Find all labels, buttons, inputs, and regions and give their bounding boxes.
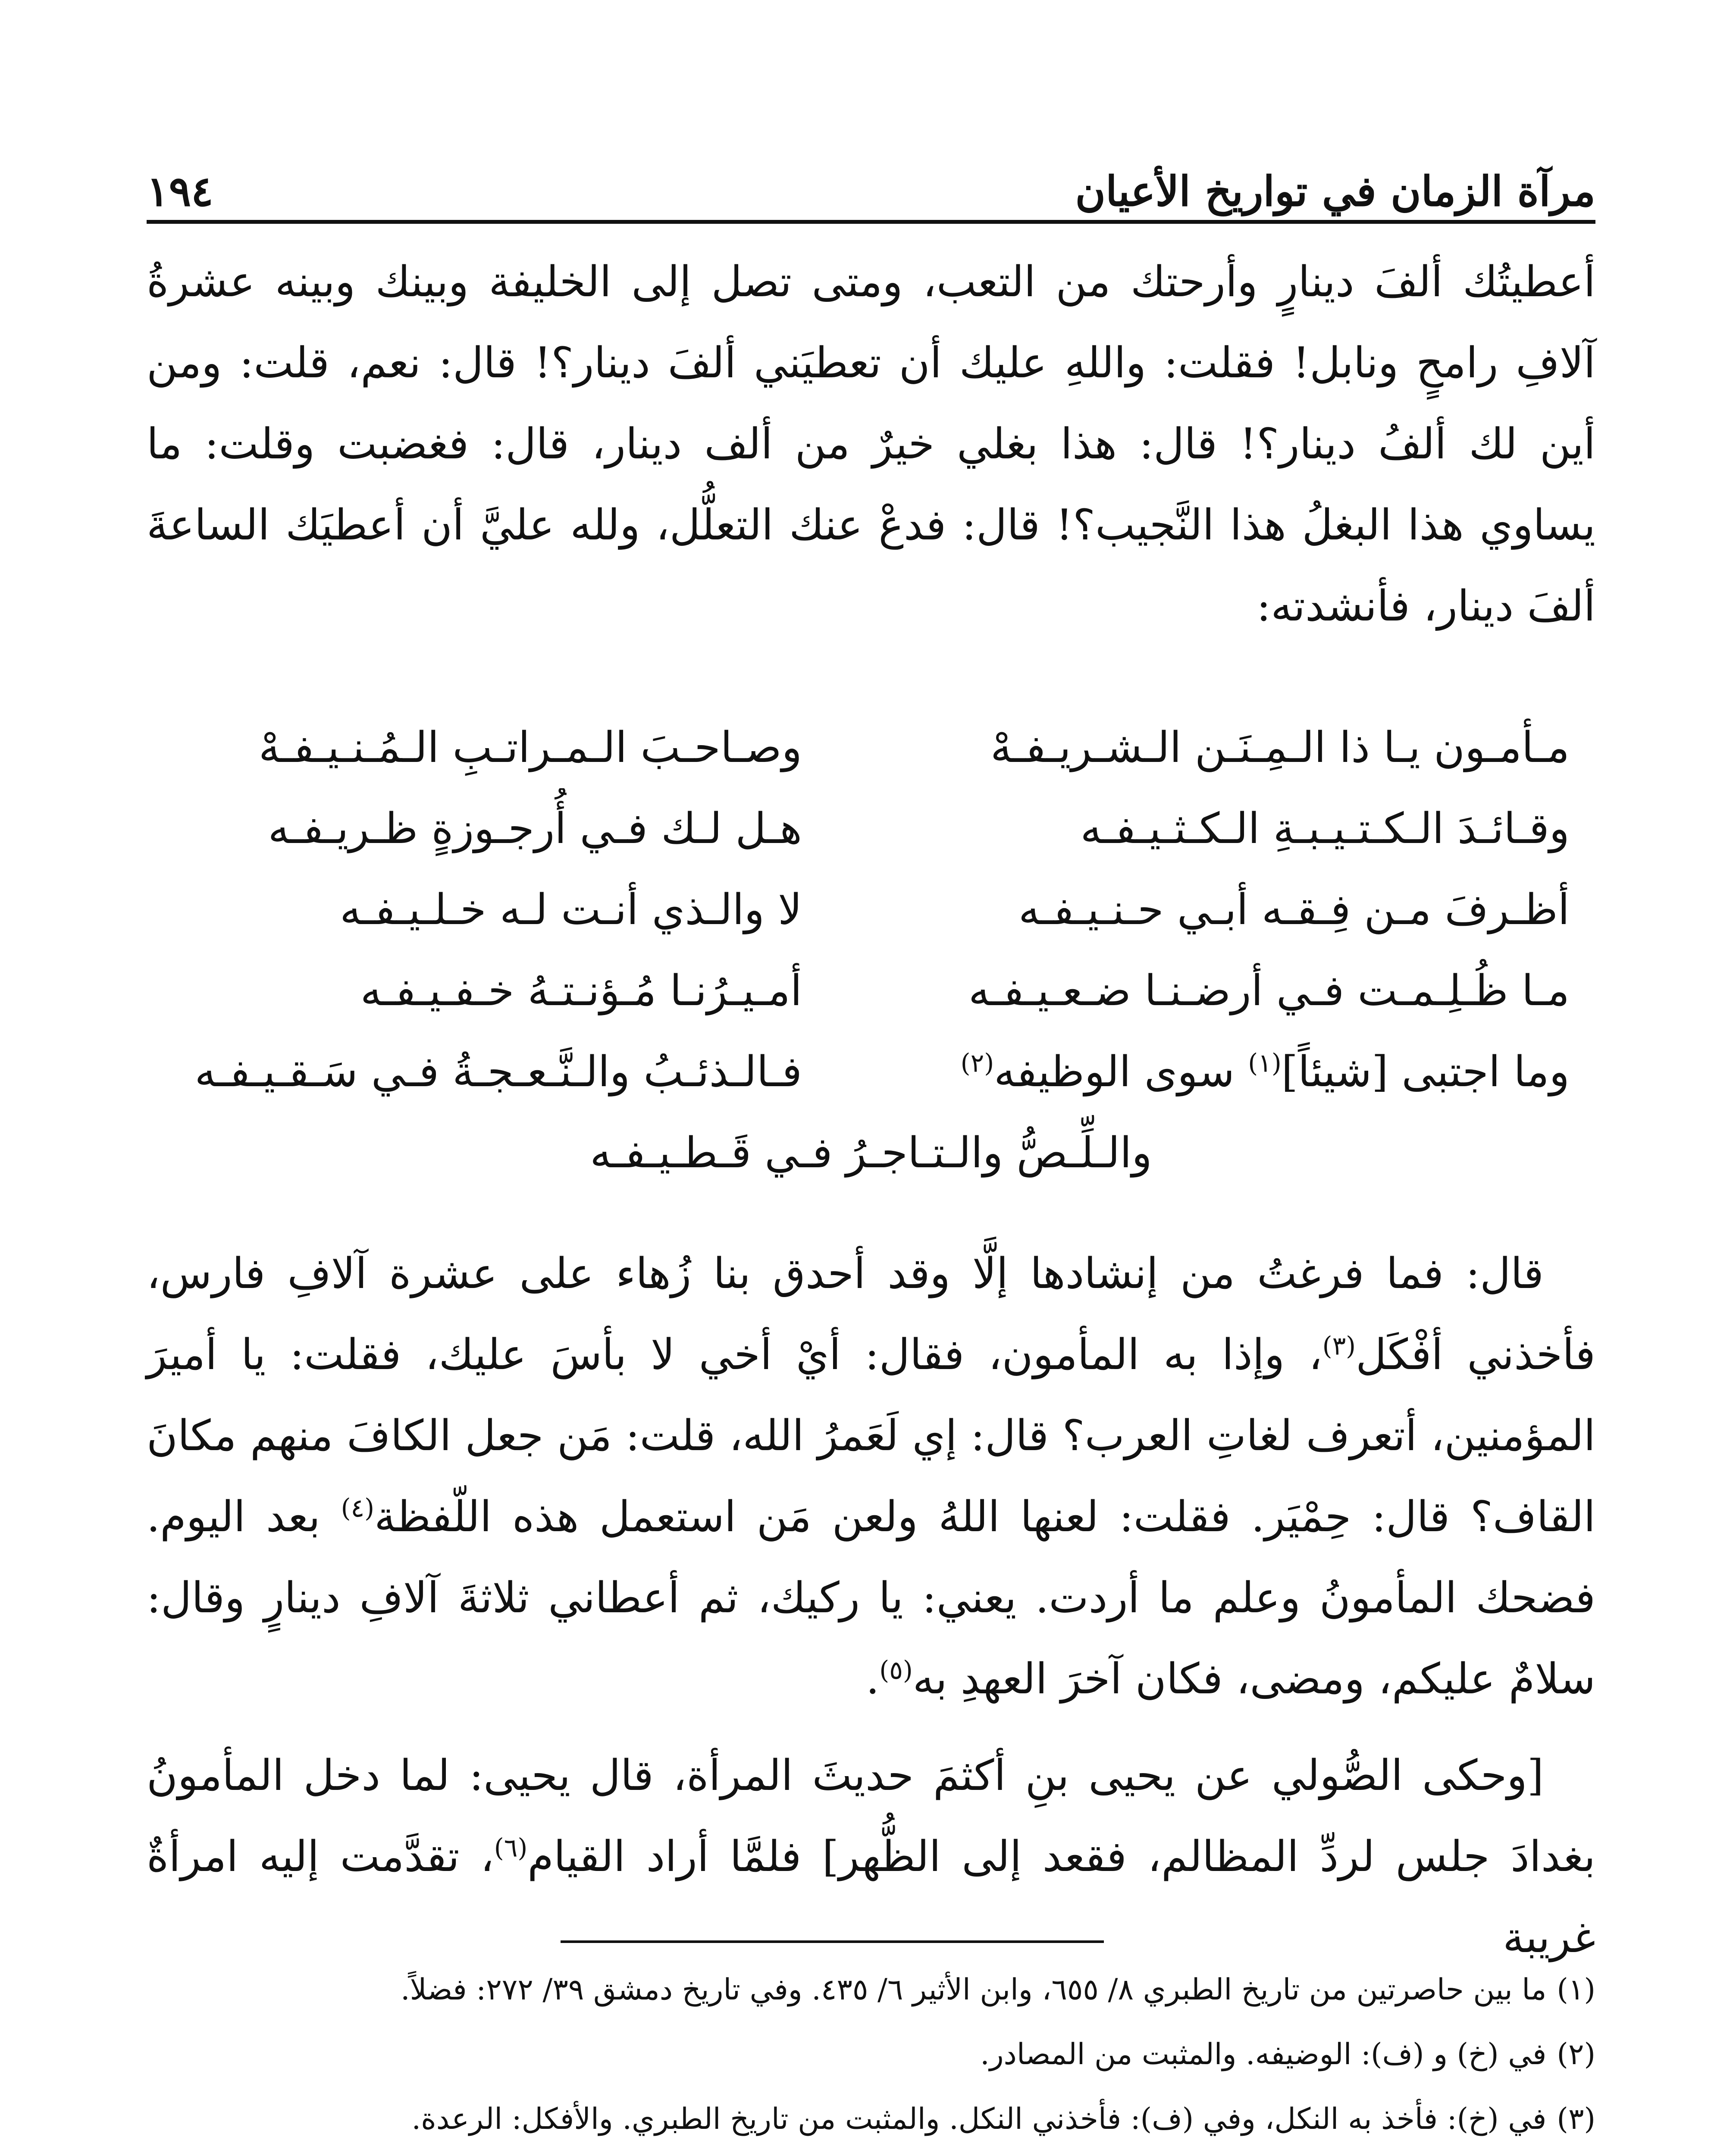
hemistich-first: مـأمـون يـا ذا الـمِـنَـن الـشـريـفـهْ [990, 723, 1570, 772]
paragraph-2 [147, 1233, 1595, 1720]
footnote-ref: (٦) [494, 1833, 528, 1863]
hemistich-first: وقـائـدَ الـكـتـيـبـةِ الـكـثـيـفـه [1080, 804, 1570, 853]
footnote-rule [561, 1940, 1104, 1943]
hemistich-first: مـا ظُـلِـمـت فـي أرضـنـا ضـعـيـفـه [968, 966, 1570, 1015]
text-run: ، تقدَّمت إليه امرأةٌ غريبة [147, 1832, 1595, 1962]
footnote-continuation [129, 2152, 1595, 2156]
footnote [129, 2022, 1595, 2087]
poem-verse [147, 1031, 1595, 1112]
footnote [129, 2087, 1595, 2152]
hemistich-second: أمـيـرُنـا مُـؤنـتـهُ خـفـيـفـه [360, 966, 802, 1015]
footnote-ref: (٢) [960, 1048, 994, 1078]
header-rule [147, 220, 1595, 224]
poem-verse [147, 869, 1595, 950]
poem-last-line: والـلِّـصُّ والـتـاجـرُ فـي قَـطـيـفـه [590, 1128, 1152, 1178]
footnote-ref: (١) [1248, 1048, 1282, 1078]
running-header [147, 129, 1595, 216]
hemistich-second: لا والـذي أنـت لـه خـلـيـفـه [340, 885, 802, 934]
body-text-continued [147, 1233, 1595, 1978]
hemistich-second: هـل لـك فـي أُرجـوزةٍ ظـريـفـه [268, 804, 802, 853]
hemistich-first: أظـرفَ مـن فِـقـه أبـي حـنـيـفـه [1018, 885, 1570, 934]
hemistich-second: فـالـذئـبُ والـنَّـعـجـةُ فـي سَـقـيـفـه [194, 1047, 802, 1097]
footnotes [129, 1958, 1595, 2156]
poem [147, 707, 1595, 1194]
poem-verse [147, 707, 1595, 788]
footnote [129, 1958, 1595, 2022]
text-run: ، وإذا به المأمون، فقال: أيْ أخي لا بأسَ عليك، فقلت: يا أميرَ المؤمنين، أتعرف لغاتِ العرب؟ قال: إي لَعَمرُ الله، قلت: مَن جعل الكافَ منهم مكانَ القاف؟ قال: حِمْيَر. فقلت: لعنها اللهُ ولعن مَن استعمل هذه اللّفظة [147, 1330, 1595, 1542]
hemistich-text: وما اجتبى [شيئاً] [1281, 1047, 1570, 1097]
footnote-number: (١) [1557, 1973, 1595, 2007]
page-number: ١٩٤ [147, 167, 213, 216]
poem-verse [147, 788, 1595, 869]
body-text [147, 241, 1595, 647]
footnote-ref: (٣) [1322, 1331, 1356, 1361]
footnote-ref: (٥) [879, 1655, 913, 1685]
footnote-number: (٣) [1557, 2102, 1595, 2136]
text-run: بعد اليوم. فضحك المأمونُ وعلم ما أردت. يعني: يا ركيك، ثم أعطاني ثلاثةَ آلافِ دينارٍ وقال: سلامٌ عليكم، ومضى، فكان آخرَ العهدِ به [147, 1492, 1595, 1704]
footnote-text: في (خ) و (ف): الوضيفه. والمثبت من المصادر. [980, 2037, 1547, 2071]
hemistich-first [914, 1031, 1595, 1112]
text-run: . [866, 1655, 880, 1704]
running-title: مرآة الزمان في تواريخ الأعيان [1075, 167, 1595, 216]
paragraph-1: أعطيتُك ألفَ دينارٍ وأرحتك من التعب، ومتى تصل إلى الخليفة وبينك وبينه عشرةُ آلافِ رامحٍ ونابل! فقلت: واللهِ عليك أن تعطيَني ألفَ دينار؟! قال: نعم، قلت: ومن أين لك ألفُ دينار؟! قال: هذا بغلي خيرٌ من ألف دينار، قال: فغضبت وقلت: ما يساوي هذا البغلُ هذا النَّجيب؟! قال: فدعْ عنك التعلُّل، ولله عليَّ أن أعطيَك الساعةَ ألفَ دينار، فأنشدته: [147, 257, 1595, 631]
footnote-number: (٢) [1557, 2037, 1595, 2071]
poem-verse [147, 950, 1595, 1031]
hemistich-second: وصـاحـبَ الـمـراتـبِ الـمُـنـيـفـهْ [258, 723, 802, 772]
footnote-ref: (٤) [341, 1493, 375, 1523]
footnote-text: ما بين حاصرتين من تاريخ الطبري ٨/ ٦٥٥، وابن الأثير ٦/ ٤٣٥. وفي تاريخ دمشق ٣٩/ ٢٧٢: فضلاً. [401, 1973, 1547, 2007]
hemistich-text: سوى الوظيفه [994, 1047, 1248, 1097]
text-run: قال: فما فرغتُ من إنشادها إلَّا وقد أحدق بنا زُهاء على عشرة آلافِ فارس، فأخذني أفْكَل [147, 1249, 1595, 1379]
footnote-text: في (خ): فأخذ به النكل، وفي (ف): فأخذني النكل. والمثبت من تاريخ الطبري. والأفكل: الرعدة. [411, 2102, 1547, 2136]
text-run: [وحكى الصُّولي عن يحيى بنِ أكثمَ حديثَ المرأة، قال يحيى: لما دخل المأمونُ بغدادَ جلس لردِّ المظالم، فقعد إلى الظُّهر] فلمَّا أراد القيام [147, 1751, 1595, 1881]
